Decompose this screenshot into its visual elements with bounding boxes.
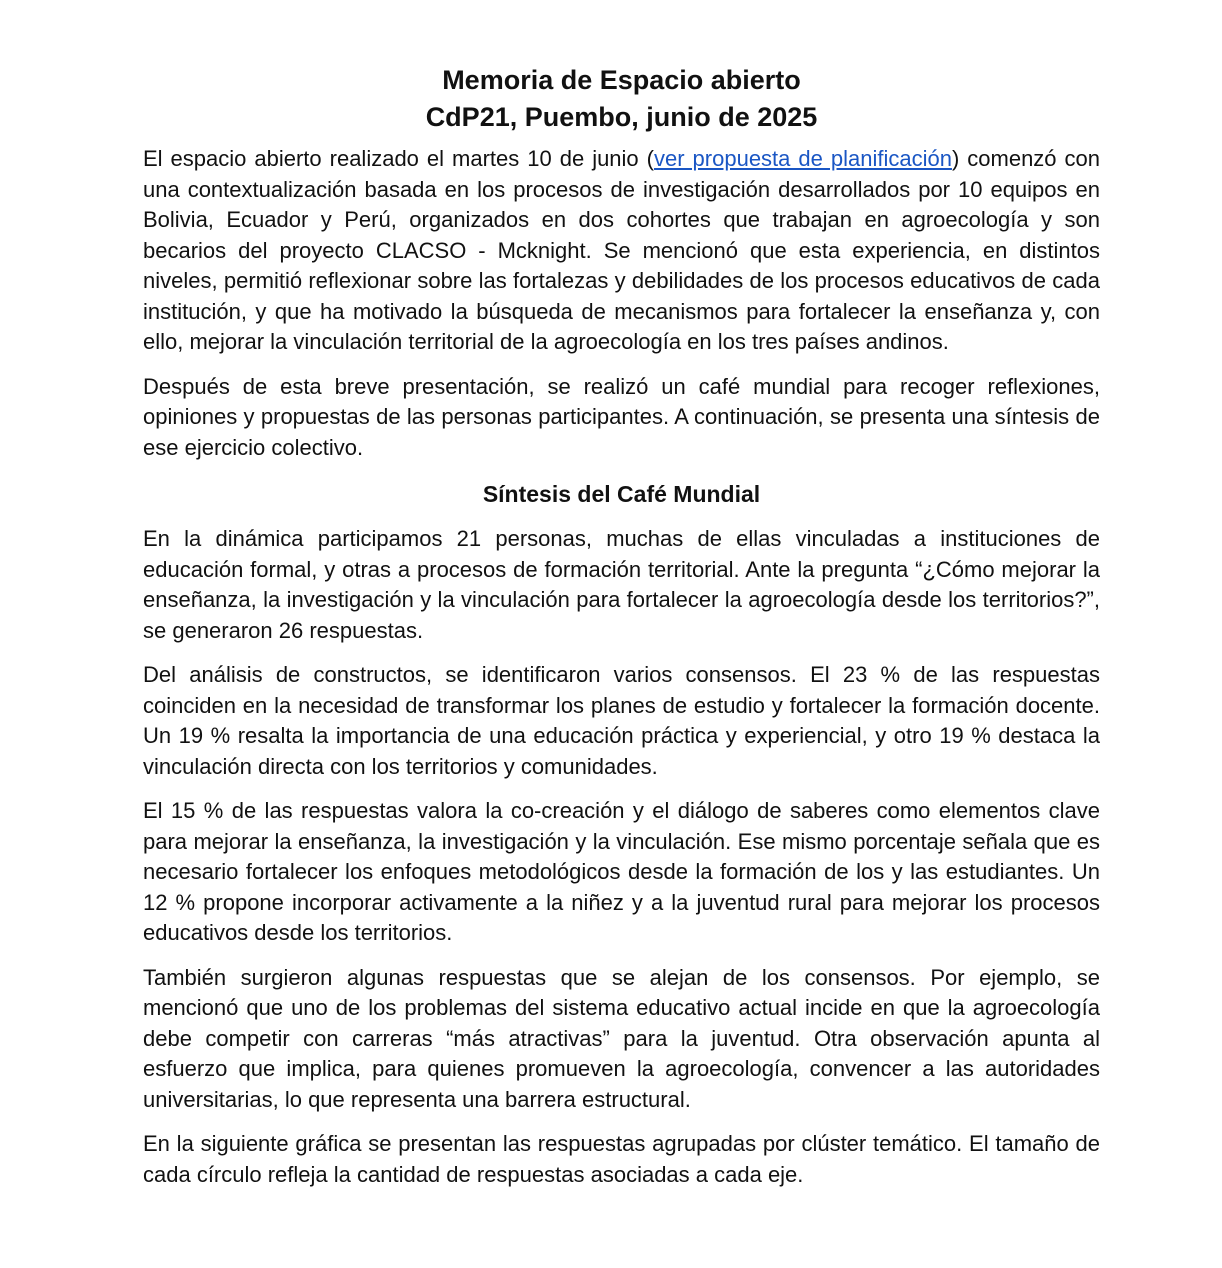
synthesis-paragraph-4: También surgieron algunas respuestas que se alejan de los consensos. Por ejemplo, se mencionó que uno de los problemas del sistema educativo actual incide en que la agroecología debe competir con carreras “más atractivas” para la juventud. Otra observación apunta al esfuerzo que implica, para quienes promueven la agroecología, convencer a las autoridades universitarias, lo que representa una barrera estructural. (143, 964, 1100, 1112)
title-line-1: Memoria de Espacio abierto (442, 65, 801, 95)
synthesis-paragraph-2: Del análisis de constructos, se identificaron varios consensos. El 23 % de las respuestas coinciden en la necesidad de transformar los planes de estudio y fortalecer la formación docente. Un 19 % resalta la importancia de una educación práctica y experiencial, y otro 19 % destaca la vinculación directa con los territorios y comunidades. (143, 662, 1100, 779)
synthesis-paragraph-3: El 15 % de las respuestas valora la co-creación y el diálogo de saberes como elementos clave para mejorar la enseñanza, la investigación y la vinculación. Ese mismo porcentaje señala que es necesario fortalecer los enfoques metodológicos desde la formación de los y las estudiantes. Un 12 % propone incorporar activamente a la niñez y a la juventud rural para mejorar los procesos educativos desde los territorios. (143, 798, 1100, 945)
intro-text-before-link: El espacio abierto realizado el martes 10 de junio ( (143, 146, 654, 171)
title-line-2: CdP21, Puembo, junio de 2025 (425, 102, 818, 132)
planning-proposal-link[interactable]: ver propuesta de planificación (654, 146, 952, 171)
intro-text-after-link: ) comenzó con una contextualización basada en los procesos de investigación desarrollados por 10 equipos en Bolivia, Ecuador y Perú, organizados en dos cohortes que trabajan en agroecología y son becarios del proyecto CLACSO - Mcknight. Se mencionó que esta experiencia, en distintos niveles, permitió reflexionar sobre las fortalezas y debilidades de los procesos educativos de cada institución, y que ha motivado la búsqueda de mecanismos para fortalecer la enseñanza y, con ello, mejorar la vinculación territorial de la agroecología en los tres países andinos. (143, 146, 1101, 354)
document-title (143, 62, 1100, 136)
synthesis-paragraph-1: En la dinámica participamos 21 personas, muchas de ellas vinculadas a instituciones de educación formal, y otras a procesos de formación territorial. Ante la pregunta “¿Cómo mejorar la enseñanza, la investigación y la vinculación para fortalecer la agroecología desde los territorios?”, se generaron 26 respuestas. (143, 526, 1100, 643)
section-heading: Síntesis del Café Mundial (482, 481, 761, 507)
intro-paragraph-1 (143, 144, 1100, 358)
intro-paragraph-2: Después de esta breve presentación, se realizó un café mundial para recoger reflexiones, opiniones y propuestas de las personas participantes. A continuación, se presenta una síntesis de ese ejercicio colectivo. (143, 373, 1100, 460)
synthesis-paragraph-5: En la siguiente gráfica se presentan las respuestas agrupadas por clúster temático. El tamaño de cada círculo refleja la cantidad de respuestas asociadas a cada eje. (143, 1131, 1100, 1187)
